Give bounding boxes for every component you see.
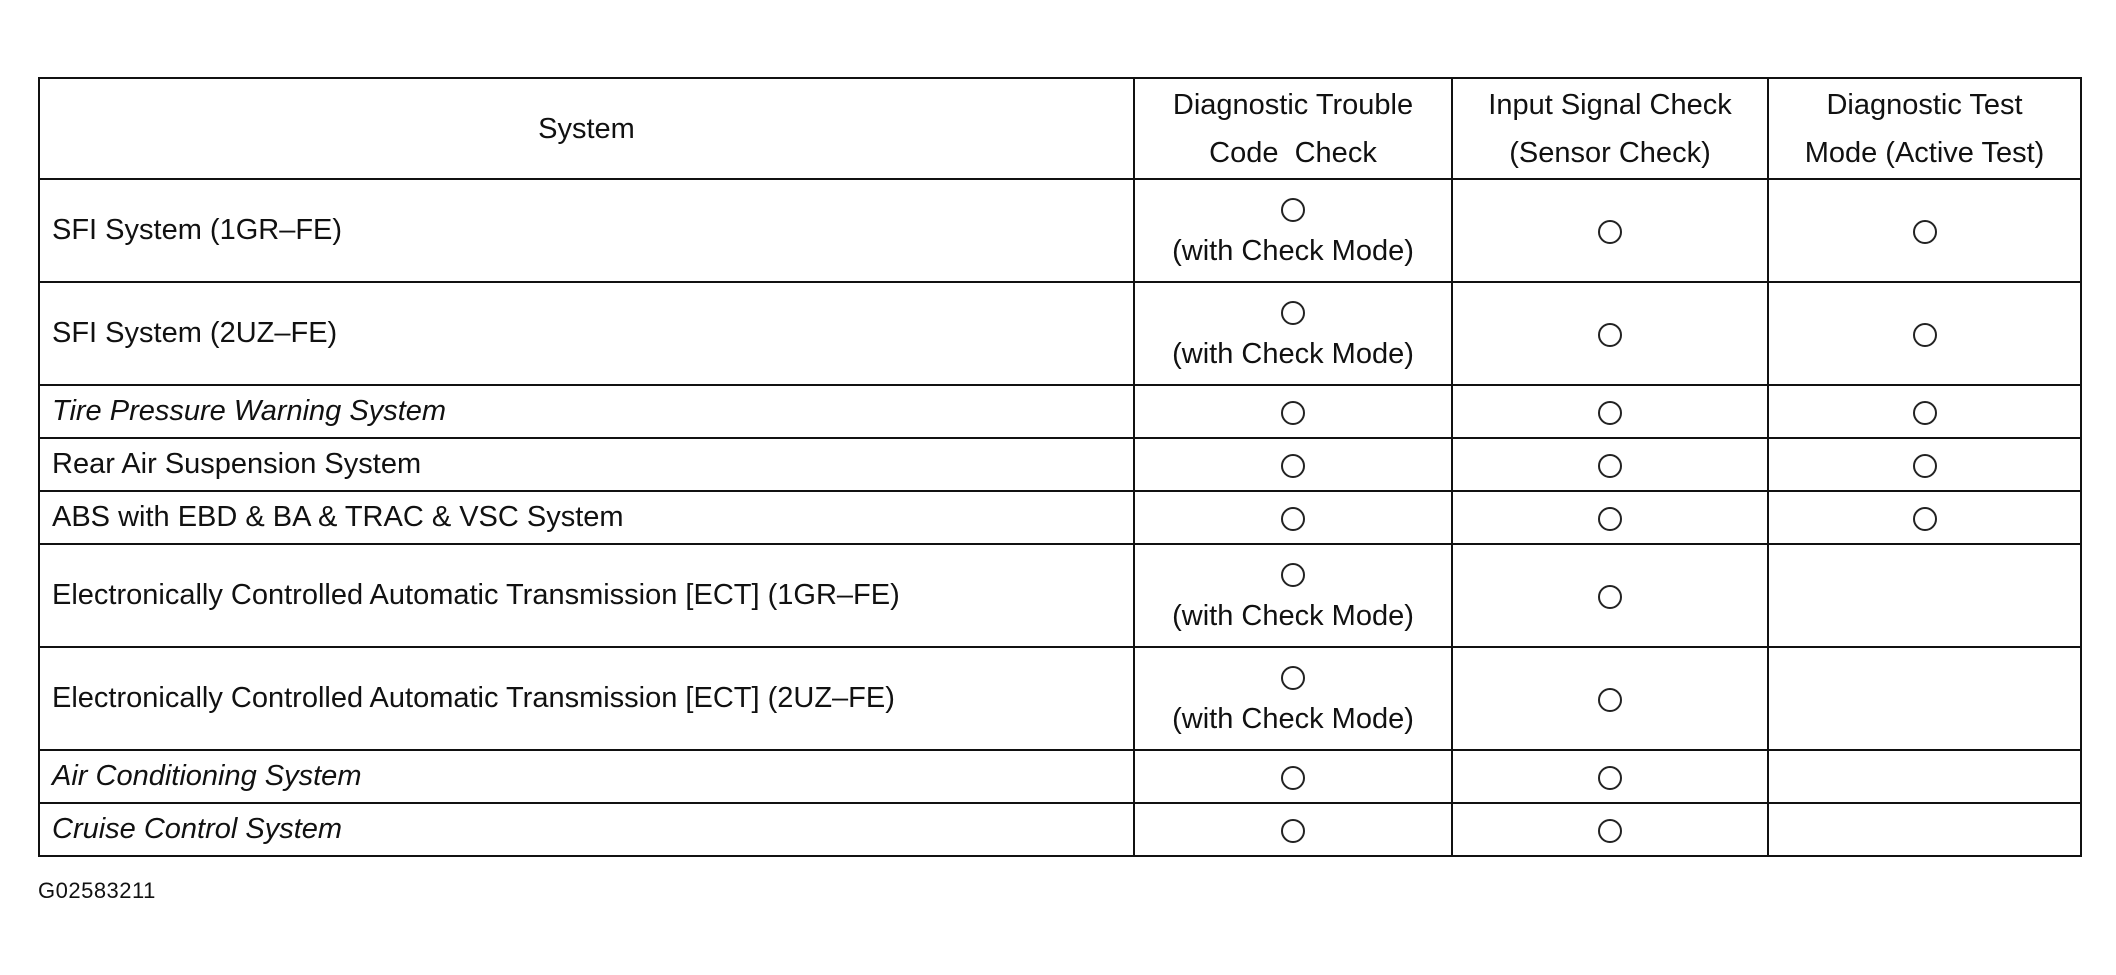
table-row [39,438,2081,491]
active-test-cell [1768,803,2081,856]
dtc-check-cell [1134,750,1452,803]
input-signal-check-cell [1452,179,1768,282]
input-signal-check-cell [1452,385,1768,438]
dtc-check-cell [1134,282,1452,385]
dtc-check-cell [1134,544,1452,647]
table-row [39,282,2081,385]
header-input-signal-check [1452,78,1768,179]
header-active-line1: Diagnostic Test [1826,88,2023,121]
supported-circle-icon [1281,301,1305,325]
circle-wrapper [1135,657,1451,697]
supported-circle-icon [1598,819,1622,843]
table-row [39,647,2081,750]
supported-circle-icon [1281,454,1305,478]
dtc-check-cell [1134,385,1452,438]
table-row [39,803,2081,856]
circle-wrapper [1135,189,1451,229]
input-signal-check-cell [1452,750,1768,803]
input-signal-check-cell [1452,803,1768,856]
system-name-cell: Tire Pressure Warning System [39,385,1134,438]
active-test-cell [1768,179,2081,282]
supported-circle-icon [1281,507,1305,531]
system-name-cell: Electronically Controlled Automatic Transmission [ECT] (2UZ–FE) [39,647,1134,750]
dtc-check-cell [1134,803,1452,856]
table-row [39,179,2081,282]
active-test-cell [1768,385,2081,438]
supported-circle-icon [1598,585,1622,609]
system-name-cell: SFI System (1GR–FE) [39,179,1134,282]
input-signal-check-cell [1452,647,1768,750]
supported-circle-icon [1913,507,1937,531]
circle-wrapper [1135,292,1451,332]
supported-circle-icon [1598,220,1622,244]
supported-circle-icon [1598,766,1622,790]
dtc-check-cell [1134,179,1452,282]
supported-circle-icon [1913,220,1937,244]
system-name-cell: ABS with EBD & BA & TRAC & VSC System [39,491,1134,544]
check-mode-note: (with Check Mode) [1172,702,1414,735]
header-diagnostic-test-mode [1768,78,2081,179]
table-header-row [39,78,2081,179]
supported-circle-icon [1598,454,1622,478]
supported-circle-icon [1598,401,1622,425]
input-signal-check-cell [1452,282,1768,385]
input-signal-check-cell [1452,438,1768,491]
header-dtc-line1: Diagnostic Trouble [1172,88,1414,121]
table-row [39,491,2081,544]
system-name-cell: SFI System (2UZ–FE) [39,282,1134,385]
supported-circle-icon [1281,198,1305,222]
table-row [39,385,2081,438]
header-system: System [39,78,1134,179]
supported-circle-icon [1913,401,1937,425]
active-test-cell [1768,750,2081,803]
supported-circle-icon [1598,507,1622,531]
figure-code: G02583211 [38,878,156,903]
supported-circle-icon [1913,323,1937,347]
supported-circle-icon [1281,563,1305,587]
input-signal-check-cell [1452,544,1768,647]
table-row [39,544,2081,647]
diagnostic-function-table [38,77,2082,857]
active-test-cell [1768,544,2081,647]
system-name-cell: Cruise Control System [39,803,1134,856]
active-test-cell [1768,282,2081,385]
table-row [39,750,2081,803]
check-mode-note: (with Check Mode) [1172,599,1414,632]
check-mode-note: (with Check Mode) [1172,337,1414,370]
header-input-line2: (Sensor Check) [1509,136,1711,169]
supported-circle-icon [1598,688,1622,712]
supported-circle-icon [1913,454,1937,478]
table-body [39,179,2081,856]
dtc-check-cell [1134,491,1452,544]
active-test-cell [1768,491,2081,544]
system-name-cell: Rear Air Suspension System [39,438,1134,491]
system-name-cell: Electronically Controlled Automatic Transmission [ECT] (1GR–FE) [39,544,1134,647]
supported-circle-icon [1281,766,1305,790]
supported-circle-icon [1281,819,1305,843]
supported-circle-icon [1598,323,1622,347]
circle-wrapper [1135,554,1451,594]
dtc-check-cell [1134,438,1452,491]
system-name-cell: Air Conditioning System [39,750,1134,803]
active-test-cell [1768,647,2081,750]
active-test-cell [1768,438,2081,491]
header-input-line1: Input Signal Check [1488,88,1732,121]
check-mode-note: (with Check Mode) [1172,234,1414,267]
header-active-line2: Mode (Active Test) [1804,136,2045,169]
header-diagnostic-trouble-code-check [1134,78,1452,179]
header-dtc-line2: Code Check [1209,136,1377,169]
input-signal-check-cell [1452,491,1768,544]
supported-circle-icon [1281,401,1305,425]
supported-circle-icon [1281,666,1305,690]
dtc-check-cell [1134,647,1452,750]
